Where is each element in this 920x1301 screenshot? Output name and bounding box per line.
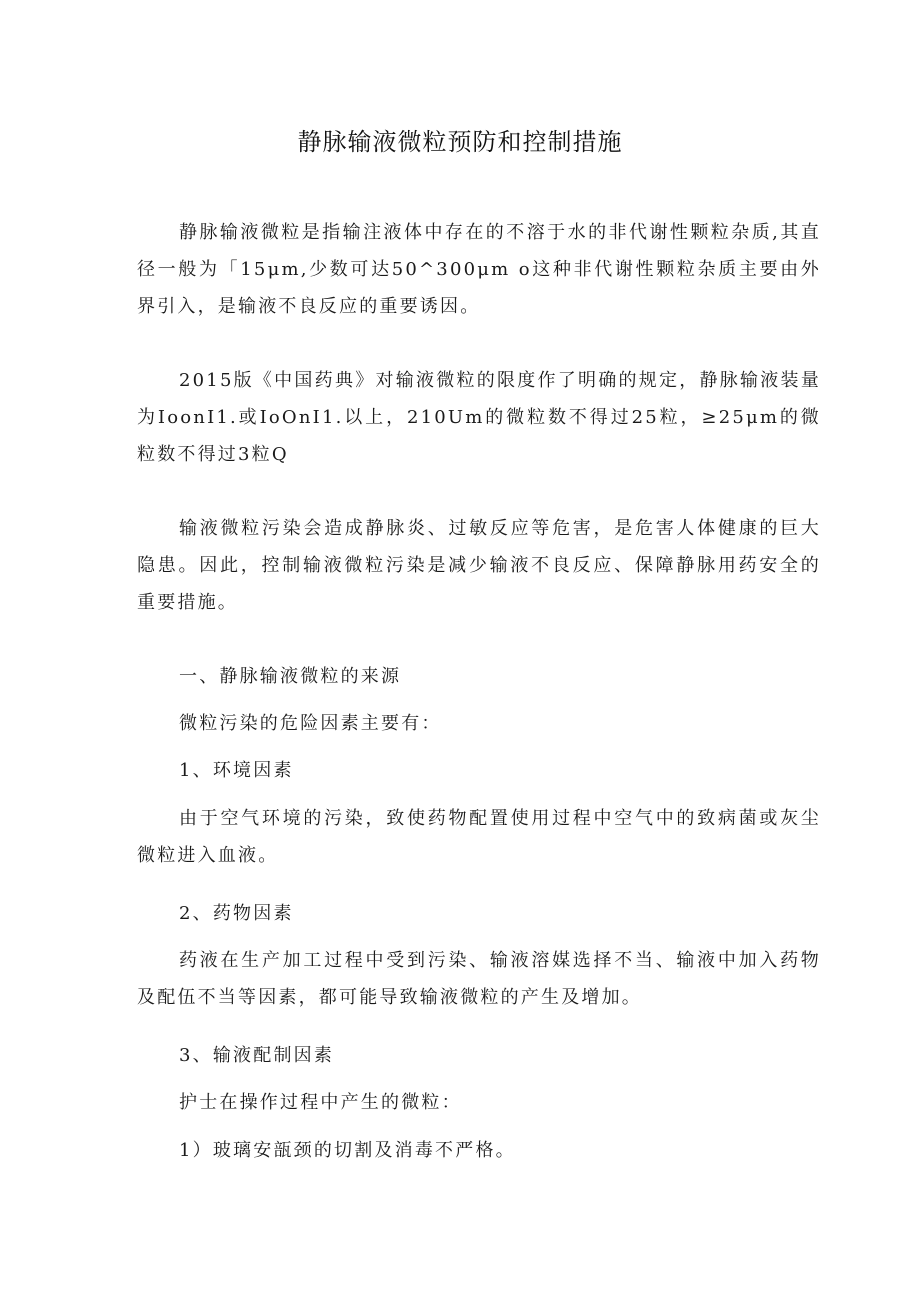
paragraph-pharmacopoeia-limits: 2015版《中国药典》对输液微粒的限度作了明确的规定，静脉输液装量为IoonI1.或IoOnI1.以上，210Um的微粒数不得过25粒，≥25μm的微粒数不得过3粒Q	[137, 370, 821, 465]
paragraph-drug: 药液在生产加工过程中受到污染、输液溶媒选择不当、输液中加入药物及配伍不当等因素，都可能导致输液微粒的产生及增加。	[137, 950, 821, 1008]
paragraph-definition: 静脉输液微粒是指输注液体中存在的不溶于水的非代谢性颗粒杂质,其直径一般为「15μm,少数可达50^300μm o这种非代谢性颗粒杂质主要由外界引入，是输液不良反应的重要诱因。	[137, 222, 821, 317]
preparation-intro: 护士在操作过程中产生的微粒：	[179, 1092, 462, 1113]
risk-factors-intro: 微粒污染的危险因素主要有：	[179, 713, 442, 734]
item-heading-environment: 1、环境因素	[179, 760, 294, 781]
item-heading-drug: 2、药物因素	[179, 903, 294, 924]
item-heading-preparation: 3、输液配制因素	[179, 1045, 335, 1066]
paragraph-environment: 由于空气环境的污染，致使药物配置使用过程中空气中的致病菌或灰尘微粒进入血液。	[137, 808, 821, 866]
preparation-subitem-1: 1）玻璃安瓿颈的切割及消毒不严格。	[179, 1140, 516, 1161]
section-heading-sources: 一、静脉输液微粒的来源	[179, 666, 402, 687]
document-title: 静脉输液微粒预防和控制措施	[297, 128, 623, 156]
paragraph-hazards: 输液微粒污染会造成静脉炎、过敏反应等危害，是危害人体健康的巨大隐患。因此，控制输液微粒污染是减少输液不良反应、保障静脉用药安全的重要措施。	[137, 518, 821, 613]
